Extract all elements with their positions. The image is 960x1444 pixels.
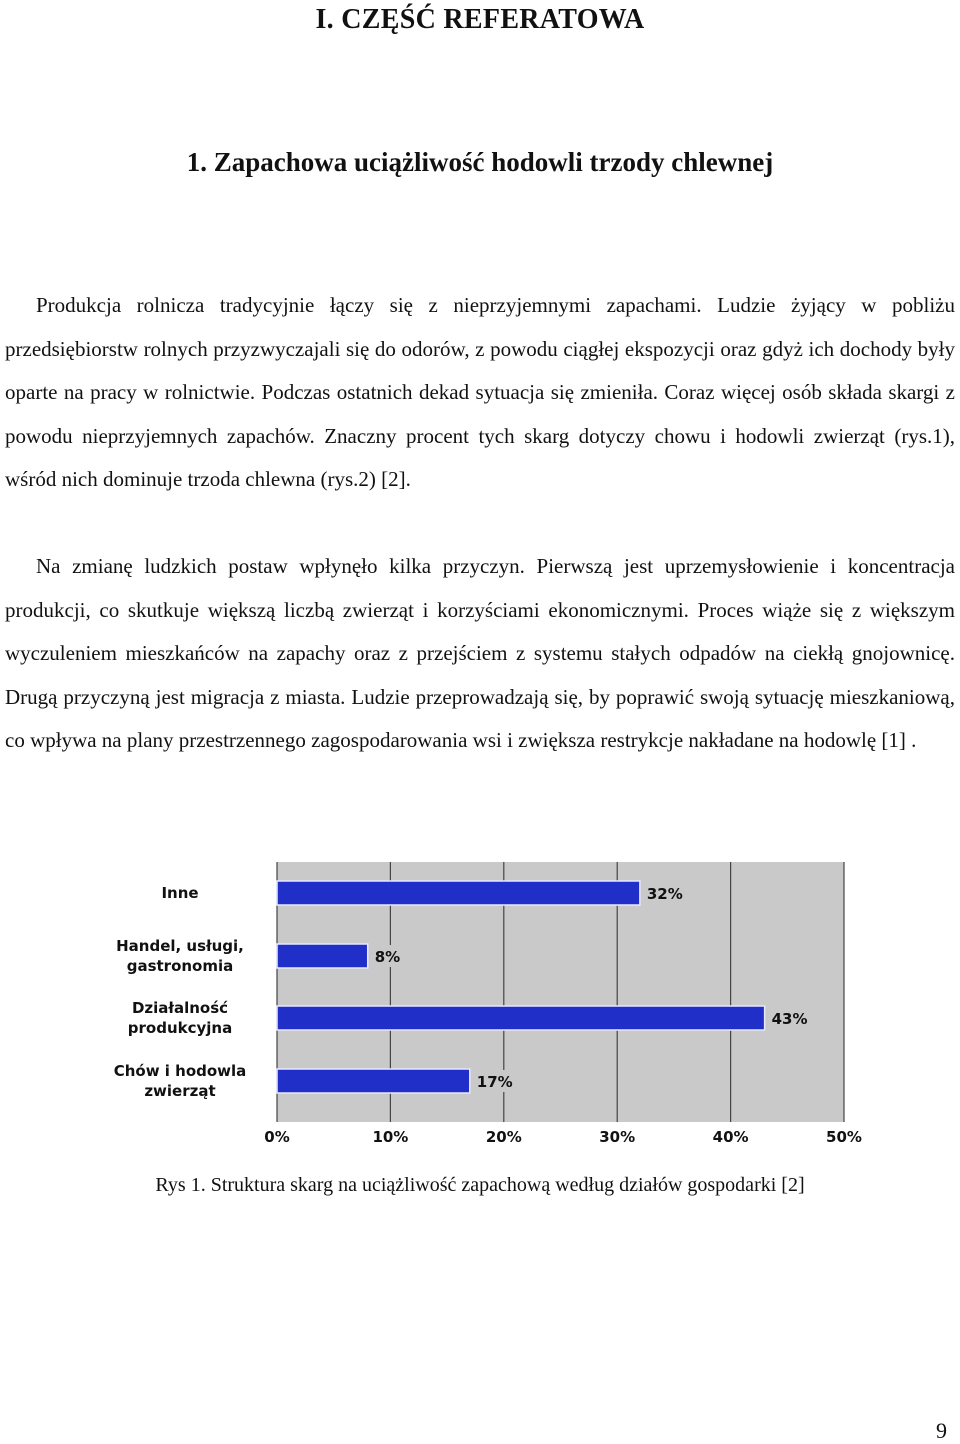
- category-label: Chów i hodowla: [113, 1062, 247, 1080]
- value-label: 32%: [646, 885, 683, 903]
- page-number: 9: [936, 1418, 947, 1443]
- bar: [277, 1069, 470, 1093]
- x-tick-label: 20%: [485, 1128, 522, 1146]
- x-tick-label: 0%: [264, 1128, 290, 1146]
- category-label: Inne: [161, 884, 199, 902]
- category-label: Handel, usługi,: [116, 937, 244, 955]
- chapter-heading: I. CZĘŚĆ REFERATOWA: [315, 4, 645, 35]
- bar: [277, 881, 640, 905]
- x-tick-label: 50%: [826, 1128, 862, 1146]
- category-label: gastronomia: [126, 957, 234, 975]
- paragraph-2: Na zmianę ludzkich postaw wpłynęło kilka przyczyn. Pierwszą jest uprzemysłowienie i koncentracja produkcji, co skutkuje większą liczbą zwierząt i korzyściami ekonomicznymi. Proces wiąże się z większym wyczuleniem mieszkańców na zapachy oraz z przejściem z systemu stałych odpadów na ciekłą gnojownicę. Drugą przyczyną jest migracja z miasta. Ludzie przeprowadzają się, by poprawić swoją sytuację mieszkaniową, co wpływa na plany przestrzennego zagospodarowania wsi i zwiększa restrykcje nakładane na hodowlę [1] .: [5, 554, 955, 752]
- x-tick-label: 30%: [599, 1128, 636, 1146]
- value-label: 17%: [476, 1073, 513, 1091]
- category-label: Działalność: [131, 999, 229, 1017]
- value-label: 43%: [771, 1010, 808, 1028]
- x-tick-label: 40%: [712, 1128, 749, 1146]
- bar: [277, 1006, 765, 1030]
- figure-caption: Rys 1. Struktura skarg na uciążliwość zapachową według działów gospodarki [2]: [155, 1174, 805, 1196]
- bar: [277, 944, 368, 968]
- category-label: produkcyjna: [127, 1019, 233, 1037]
- value-label: 8%: [374, 948, 401, 966]
- complaints-bar-chart: [92, 862, 882, 1152]
- x-tick-label: 10%: [372, 1128, 409, 1146]
- paragraph-1: Produkcja rolnicza tradycyjnie łączy się z nieprzyjemnymi zapachami. Ludzie żyjący w pobliżu przedsiębiorstw rolnych przyzwyczajali się do odorów, z powodu ciągłej ekspozycji oraz gdyż ich dochody były oparte na pracy w rolnictwie. Podczas ostatnich dekad sytuacja się zmieniła. Coraz więcej osób składa skargi z powodu nieprzyjemnych zapachów. Znaczny procent tych skarg dotyczy chowu i hodowli zwierząt (rys.1), wśród nich dominuje trzoda chlewna (rys.2) [2].: [5, 293, 955, 491]
- section-heading: 1. Zapachowa uciążliwość hodowli trzody chlewnej: [186, 147, 774, 177]
- category-label: zwierząt: [144, 1082, 216, 1100]
